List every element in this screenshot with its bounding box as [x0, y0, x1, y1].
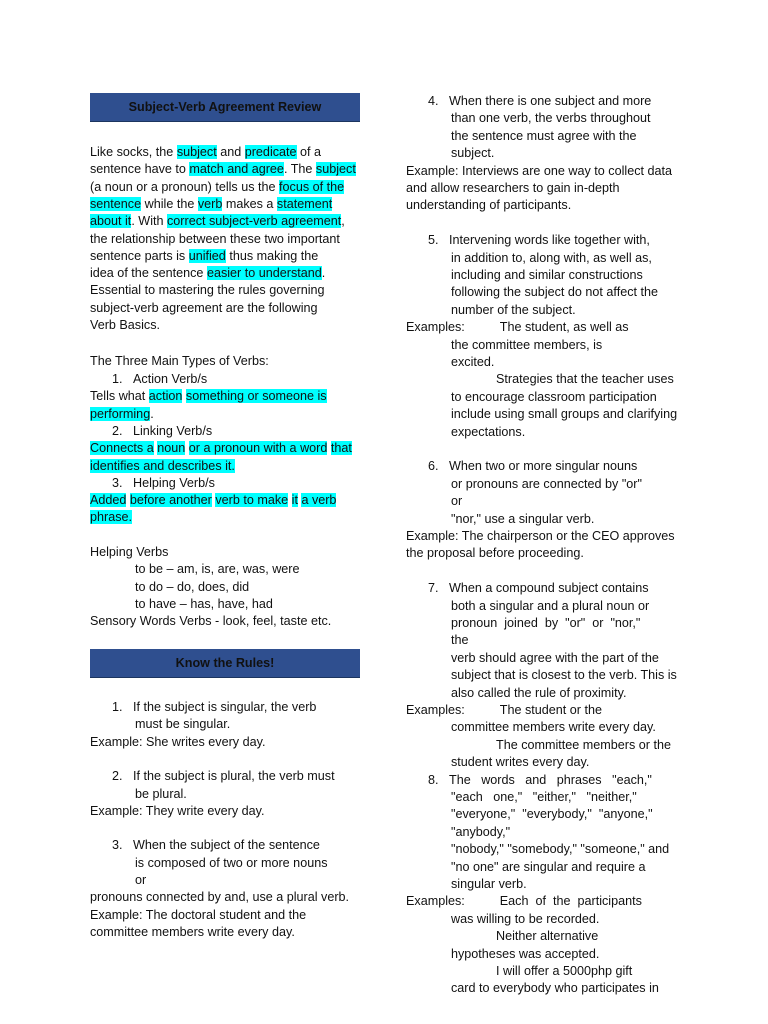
highlighted-text: verb to make: [215, 493, 289, 508]
text-run: subject that is closest to the verb. This is: [451, 668, 677, 683]
text-line: [406, 980, 659, 997]
text-run: excited.: [451, 355, 495, 369]
text-line: [406, 632, 469, 649]
text-run: Example: Interviews are one way to collect data: [406, 163, 672, 178]
text-line: [406, 963, 632, 980]
text-line: [90, 492, 336, 509]
text-line: [90, 161, 356, 178]
text-run: pronoun joined by "or" or "nor,": [451, 616, 641, 630]
text-line: [406, 389, 657, 406]
text-line: [406, 876, 527, 893]
text-run: "nobody," "somebody," "someone," and: [451, 842, 670, 857]
text-line: [90, 561, 300, 578]
text-run: . The: [283, 162, 316, 177]
text-run: Example: She writes every day.: [90, 734, 266, 749]
text-line: [406, 911, 599, 928]
text-run: or pronouns are connected by "or": [451, 476, 642, 491]
highlighted-text: it: [291, 493, 298, 508]
text-run: . With: [131, 214, 167, 229]
text-line: [406, 128, 637, 145]
highlighted-text: easier to understand: [206, 266, 322, 281]
text-run: "nor," use a singular verb.: [451, 511, 595, 526]
highlighted-text: statement: [276, 196, 333, 211]
text-line: [90, 734, 265, 751]
highlighted-text: verb: [197, 196, 223, 211]
text-run: Tells what: [90, 389, 149, 404]
text-line: [406, 232, 650, 249]
text-line: [406, 893, 642, 910]
text-line: [406, 685, 626, 702]
text-line: [90, 509, 132, 526]
text-run: committee members write every day.: [90, 924, 295, 939]
text-run: 3. When the subject of the sentence: [112, 838, 320, 853]
text-line: [406, 754, 589, 771]
text-line: [90, 907, 306, 924]
text-line: [406, 110, 651, 127]
text-run: Examples: Each of the participants: [406, 894, 642, 909]
text-line: [406, 545, 584, 562]
text-run: Neither alternative: [496, 929, 599, 944]
text-line: [90, 406, 154, 423]
text-run: to do – do, does, did: [135, 579, 250, 594]
text-run: card to everybody who participates in: [451, 981, 659, 996]
text-line: [406, 580, 649, 597]
text-line: [406, 163, 672, 180]
text-run: thus making the: [225, 248, 319, 263]
text-run: the: [451, 633, 469, 648]
text-line: [90, 475, 215, 492]
text-run: be plural.: [135, 786, 187, 801]
highlighted-text: subject: [315, 162, 356, 177]
text-line: [406, 824, 510, 841]
text-run: or: [451, 494, 463, 509]
section-banner-review: [90, 93, 360, 121]
text-line: [406, 737, 671, 754]
text-run: must be singular.: [135, 717, 231, 732]
highlighted-text: sentence: [90, 196, 142, 211]
text-run: subject-verb agreement are the following: [90, 300, 318, 315]
highlighted-text: correct subject-verb agreement: [167, 214, 342, 229]
text-line: [406, 319, 629, 336]
text-run: "each one," "either," "neither,": [451, 790, 637, 804]
text-run: 8. The words and phrases "each,": [428, 772, 652, 787]
text-line: [406, 650, 659, 667]
text-line: [406, 928, 598, 945]
text-run: subject.: [451, 146, 495, 161]
text-line: [406, 406, 677, 423]
text-line: [90, 144, 321, 161]
highlighted-text: noun: [157, 441, 186, 456]
text-line: [406, 337, 602, 354]
text-run: idea of the sentence: [90, 266, 207, 281]
text-line: [90, 458, 235, 475]
text-run: 5. Intervening words like together with,: [428, 233, 650, 248]
text-line: [90, 179, 344, 196]
text-run: both a singular and a plural noun or: [451, 598, 650, 613]
text-line: [406, 772, 652, 789]
text-line: [406, 946, 599, 963]
text-line: [90, 579, 249, 596]
text-run: to have – has, have, had: [135, 596, 273, 611]
text-line: [90, 282, 325, 299]
text-line: [406, 859, 645, 876]
text-line: [406, 528, 675, 545]
text-line: [90, 596, 273, 613]
text-run: 1. If the subject is singular, the verb: [112, 700, 317, 714]
section-banner-rules: [90, 649, 360, 677]
text-line: [406, 615, 640, 632]
text-run: 3. Helping Verb/s: [112, 475, 215, 490]
text-run: pronouns connected by and, use a plural verb.: [90, 890, 350, 905]
text-run: Examples: The student, as well as: [406, 320, 629, 335]
highlighted-text: a verb: [301, 493, 337, 508]
text-run: Essential to mastering the rules governing: [90, 283, 325, 298]
text-run: the committee members, is: [451, 337, 603, 352]
text-run: 7. When a compound subject contains: [428, 581, 649, 596]
text-run: Examples: The student or the: [406, 703, 602, 717]
text-run: sentence parts is: [90, 248, 189, 263]
text-run: .: [150, 406, 154, 421]
types-title: The Three Main Types of Verbs:: [90, 354, 269, 368]
text-line: [406, 180, 620, 197]
text-run: I will offer a 5000php gift: [496, 964, 633, 978]
highlighted-text: about it: [90, 214, 132, 229]
text-line: [90, 371, 207, 388]
text-line: [90, 388, 327, 405]
text-line: [90, 317, 160, 334]
text-run: Verb Basics.: [90, 318, 160, 332]
highlighted-text: predicate: [244, 145, 297, 159]
text-run: singular verb.: [451, 877, 527, 891]
text-run: makes a: [222, 196, 277, 211]
text-line: [406, 719, 656, 736]
text-line: [406, 284, 658, 301]
highlighted-text: subject: [176, 145, 217, 159]
text-run: than one verb, the verbs throughout: [451, 111, 651, 126]
text-run: Example: The chairperson or the CEO approves: [406, 529, 675, 543]
text-run: Example: They write every day.: [90, 803, 265, 818]
text-line: [406, 302, 576, 319]
text-run: including and similar constructions: [451, 268, 643, 282]
text-line: [406, 267, 643, 284]
text-run: also called the rule of proximity.: [451, 685, 627, 700]
text-run: the sentence must agree with the: [451, 128, 637, 143]
text-run: Example: The doctoral student and the: [90, 907, 307, 922]
text-line: [90, 924, 295, 941]
text-line: [90, 716, 230, 733]
text-run: expectations.: [451, 424, 526, 439]
highlighted-text: Connects a: [90, 441, 154, 456]
text-run: 1. Action Verb/s: [112, 372, 208, 386]
text-run: of a: [296, 145, 322, 159]
text-run: to encourage classroom participation: [451, 389, 657, 404]
text-line: [406, 702, 602, 719]
highlighted-text: phrase.: [90, 510, 133, 525]
highlighted-text: or a pronoun with a word: [188, 441, 328, 456]
text-run: 4. When there is one subject and more: [428, 94, 652, 108]
text-run: is composed of two or more nouns: [135, 855, 328, 870]
text-run: (a noun or a pronoun) tells us the: [90, 179, 280, 194]
text-run: or: [135, 873, 147, 887]
text-line: [406, 458, 637, 475]
text-line: [406, 354, 494, 371]
highlighted-text: identifies and describes it.: [90, 458, 235, 473]
text-line: [406, 93, 651, 110]
text-run: "everyone," "everybody," "anyone,": [451, 807, 653, 822]
text-line: [406, 789, 637, 806]
highlighted-text: before another: [129, 493, 212, 508]
text-line: [90, 803, 265, 820]
text-line: [406, 424, 525, 441]
text-line: [90, 872, 146, 889]
text-line: [90, 768, 335, 785]
text-line: [406, 371, 674, 388]
text-run: committee members write every day.: [451, 720, 656, 735]
highlighted-text: Added: [90, 493, 127, 508]
text-line: [90, 265, 325, 282]
text-line: [406, 841, 669, 858]
text-line: [90, 699, 316, 716]
highlighted-text: something or someone is: [185, 389, 327, 404]
text-line: [406, 145, 494, 162]
text-run: include using small groups and clarifying: [451, 407, 678, 422]
section-title: Know the Rules!: [175, 656, 275, 670]
text-run: ,: [341, 214, 345, 229]
text-line: [90, 300, 318, 317]
text-line: [406, 806, 653, 823]
text-line: [406, 511, 594, 528]
highlighted-text: focus of the: [279, 179, 345, 194]
text-run: 6. When two or more singular nouns: [428, 459, 638, 474]
text-line: [90, 213, 345, 230]
text-run: understanding of participants.: [406, 198, 572, 213]
text-run: Like socks, the: [90, 145, 177, 159]
text-run: number of the subject.: [451, 302, 576, 317]
text-run: Helping Verbs: [90, 545, 169, 559]
text-run: sentence have to: [90, 162, 190, 177]
text-line: [90, 889, 349, 906]
text-run: in addition to, along with, as well as,: [451, 250, 652, 265]
text-run: Sensory Words Verbs - look, feel, taste etc.: [90, 614, 332, 629]
text-line: [90, 440, 352, 457]
text-line: [90, 196, 332, 213]
text-line: [90, 248, 318, 265]
text-line: [90, 837, 320, 854]
text-run: "no one" are singular and require a: [451, 859, 646, 874]
text-run: was willing to be recorded.: [451, 911, 600, 926]
text-run: to be – am, is, are, was, were: [135, 562, 300, 577]
text-run: the relationship between these two important: [90, 231, 340, 246]
text-run: and allow researchers to gain in-depth: [406, 181, 620, 195]
section-title: Subject-Verb Agreement Review: [128, 100, 322, 114]
text-run: .: [321, 266, 326, 281]
text-line: [90, 423, 212, 440]
text-line: [406, 476, 642, 493]
text-line: [406, 197, 571, 214]
highlighted-text: match and agree: [189, 162, 284, 177]
highlighted-text: action: [148, 389, 183, 404]
highlighted-text: that: [330, 441, 352, 456]
text-line: [90, 544, 168, 561]
text-run: hypotheses was accepted.: [451, 946, 600, 961]
text-run: 2. If the subject is plural, the verb must: [112, 769, 335, 784]
text-line: [406, 667, 677, 684]
text-run: "anybody,": [451, 824, 511, 839]
text-line: [406, 493, 462, 510]
text-line: [90, 786, 187, 803]
text-line: [406, 598, 649, 615]
text-run: The committee members or the: [496, 737, 671, 752]
highlighted-text: unified: [188, 248, 226, 263]
text-line: [406, 250, 652, 267]
text-run: following the subject do not affect the: [451, 285, 659, 300]
text-line: [90, 855, 328, 872]
text-line: [90, 613, 331, 630]
text-run: student writes every day.: [451, 755, 590, 770]
highlighted-text: performing: [90, 406, 151, 421]
text-run: 2. Linking Verb/s: [112, 423, 213, 438]
text-run: verb should agree with the part of the: [451, 650, 659, 665]
text-run: Strategies that the teacher uses: [496, 372, 674, 387]
text-run: the proposal before proceeding.: [406, 546, 584, 561]
text-line: [90, 231, 340, 248]
text-run: while the: [141, 196, 198, 211]
text-run: and: [216, 145, 245, 159]
